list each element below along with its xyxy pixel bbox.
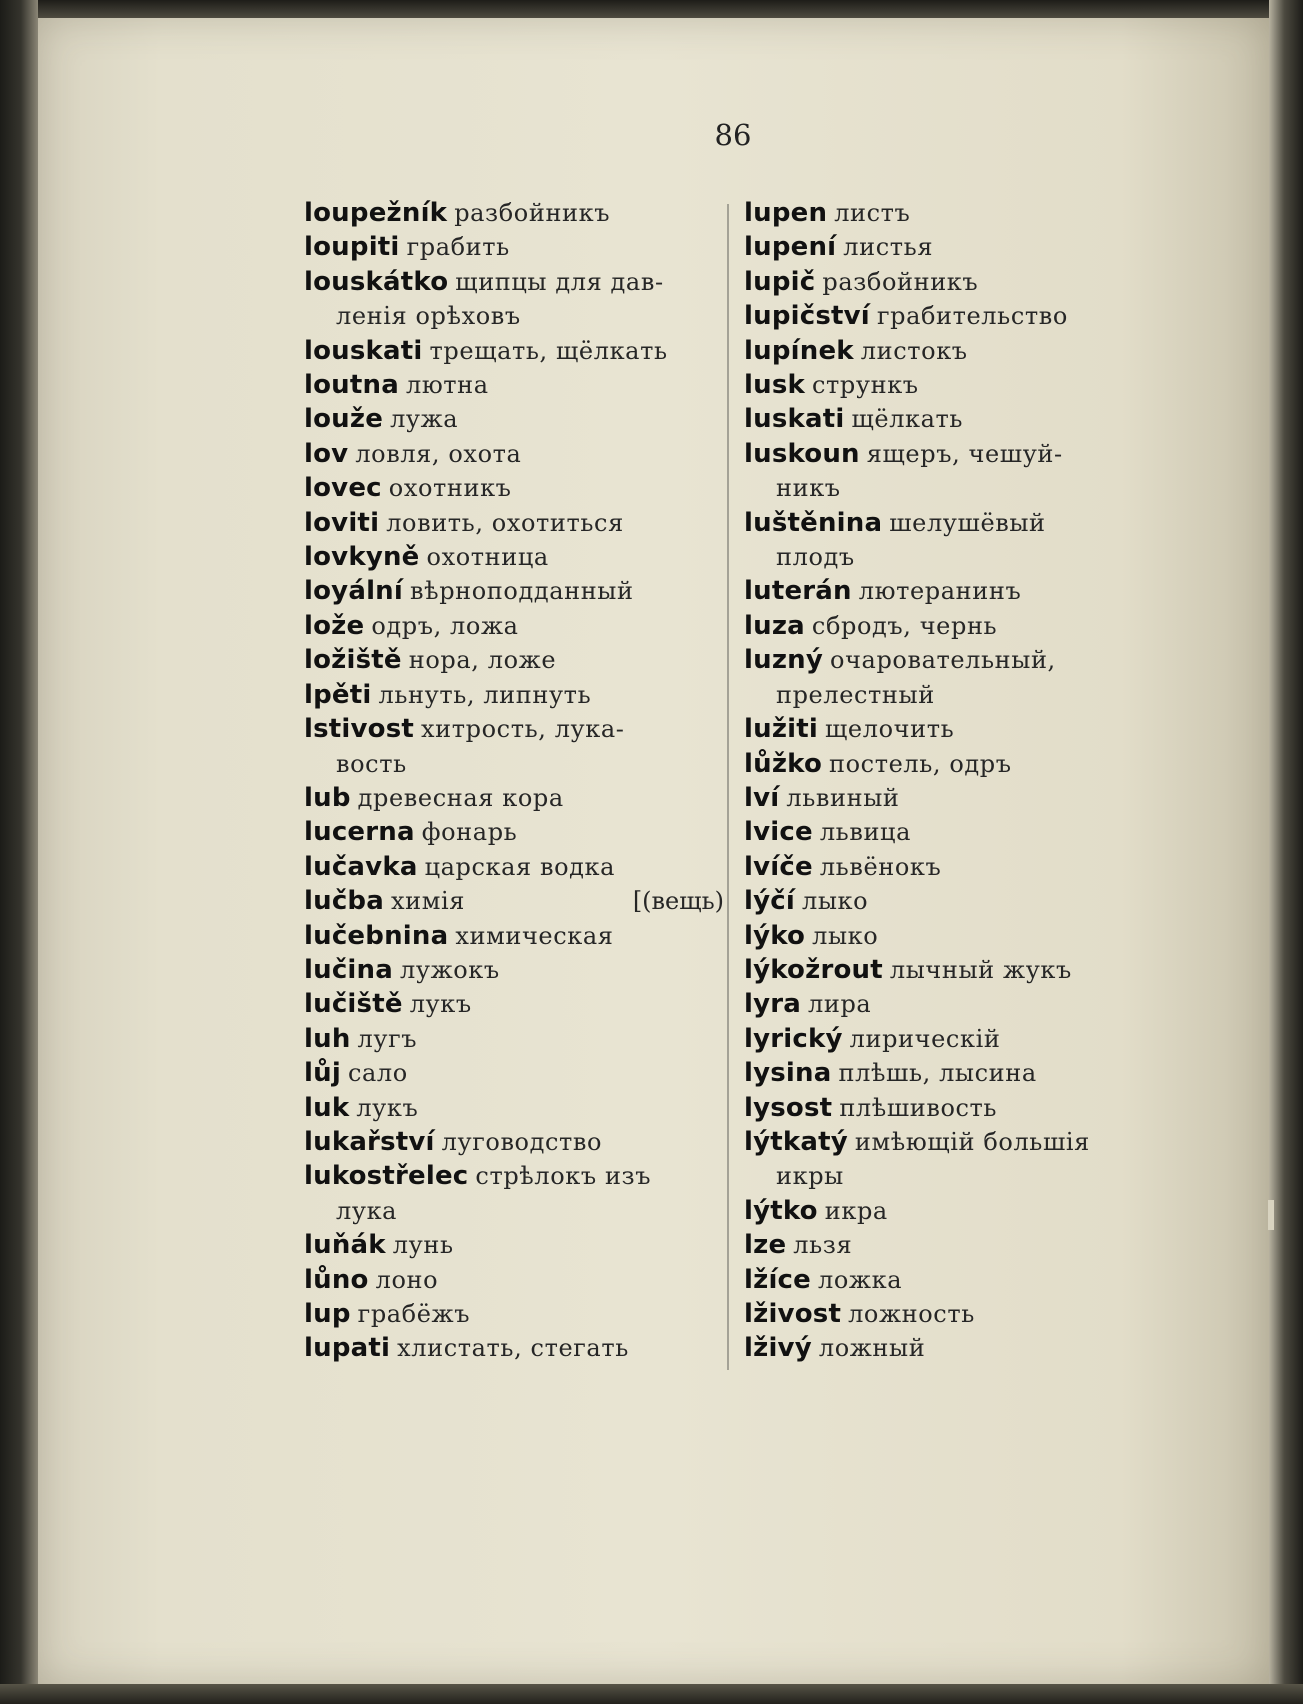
entry-translation: очаровательный, — [830, 646, 1056, 675]
dictionary-entry — [744, 712, 1164, 746]
entry-term: loutna — [304, 370, 399, 401]
entry-term: luterán — [744, 576, 852, 607]
entry-translation: ложка — [818, 1265, 903, 1294]
entry-translation: лютеранинъ — [858, 577, 1022, 606]
dictionary-entry — [744, 1297, 1164, 1331]
entry-term: lužiti — [744, 714, 819, 745]
entry-translation: щипцы для дав- — [455, 267, 664, 296]
dictionary-entry — [744, 1091, 1164, 1125]
entry-translation: древесная кора — [357, 783, 564, 812]
entry-translation: ловля, охота — [355, 439, 522, 468]
entry-term: lůžko — [744, 748, 823, 779]
dictionary-entry — [744, 1263, 1164, 1297]
dictionary-entry — [744, 781, 1164, 815]
dictionary-entry — [744, 1125, 1164, 1194]
entry-continuation: никъ — [776, 474, 841, 503]
dictionary-entry — [304, 265, 724, 334]
entry-translation: сбродъ, чернь — [811, 611, 998, 640]
entry-translation: лира — [808, 990, 872, 1019]
entry-term: luskati — [744, 404, 845, 435]
entry-term: lukostřelec — [304, 1161, 469, 1192]
entry-term: lucerna — [304, 817, 415, 848]
entry-translation: шелушёвый — [889, 508, 1046, 537]
entry-term: lžíce — [744, 1264, 812, 1295]
dictionary-entry — [304, 884, 724, 918]
dictionary-entry — [304, 1056, 724, 1090]
entry-term: lupen — [744, 198, 828, 228]
entry-translation: охотница — [426, 543, 549, 572]
dictionary-entry — [744, 1194, 1164, 1228]
entry-translation: льзя — [793, 1231, 853, 1260]
entry-term: lup — [304, 1299, 351, 1329]
entry-term: lučebnina — [304, 920, 449, 951]
entry-note: [(вещь) — [632, 887, 724, 916]
dictionary-entry — [744, 643, 1164, 712]
dictionary-entry — [304, 712, 724, 781]
entry-term: lživý — [744, 1333, 812, 1364]
entry-translation: лычный жукъ — [889, 955, 1072, 984]
dictionary-entry — [304, 1091, 724, 1125]
entry-term: lupínek — [744, 335, 854, 366]
dictionary-entry — [304, 506, 724, 540]
entry-term: lupičství — [744, 301, 870, 332]
entry-translation: ловить, охотиться — [386, 508, 624, 537]
entry-term: lukařství — [304, 1126, 435, 1157]
dictionary-entry — [304, 368, 724, 402]
dictionary-entry — [744, 437, 1164, 506]
entry-translation: хитрость, лука- — [421, 715, 625, 744]
entry-term: lysost — [744, 1092, 833, 1123]
entry-translation: львиный — [786, 783, 900, 812]
entry-translation: царская водка — [424, 852, 616, 881]
dictionary-entry — [744, 368, 1164, 402]
entry-term: lože — [304, 610, 365, 641]
dictionary-entry — [304, 1022, 724, 1056]
entry-translation: льнуть, липнуть — [378, 680, 592, 709]
entry-term: luzný — [744, 645, 824, 676]
entry-continuation: ленія орѣховъ — [336, 302, 521, 331]
entry-translation: лыко — [812, 921, 879, 950]
entry-term: lůj — [304, 1058, 341, 1089]
book-page — [38, 18, 1269, 1684]
left-column — [304, 196, 724, 1366]
dictionary-entry — [744, 574, 1164, 608]
entry-term: lýkožrout — [744, 954, 883, 985]
entry-term: lovec — [304, 473, 382, 504]
entry-term: loupiti — [304, 232, 400, 263]
entry-term: lyrický — [744, 1023, 843, 1054]
entry-term: luňák — [304, 1230, 386, 1261]
dictionary-entry — [304, 230, 724, 264]
entry-term: luh — [304, 1023, 351, 1054]
entry-translation: лютна — [405, 371, 489, 400]
dictionary-entry — [744, 919, 1164, 953]
dictionary-entry — [304, 471, 724, 505]
entry-term: lyra — [744, 989, 802, 1020]
entry-translation: луговодство — [441, 1127, 603, 1156]
right-column — [744, 196, 1164, 1366]
entry-translation: имѣющій большія — [854, 1127, 1090, 1156]
dictionary-entry — [304, 1125, 724, 1159]
entry-term: lvíče — [744, 851, 813, 882]
dictionary-entry — [304, 850, 724, 884]
entry-translation: ящеръ, чешуй- — [866, 439, 1063, 468]
entry-translation: стрункъ — [812, 371, 919, 400]
entry-term: lstivost — [304, 714, 415, 745]
dictionary-entry — [304, 678, 724, 712]
entry-translation: химическая — [455, 921, 614, 950]
dictionary-entry — [744, 884, 1164, 918]
dictionary-entry — [744, 747, 1164, 781]
entry-term: lživost — [744, 1299, 842, 1329]
dictionary-entry — [744, 1331, 1164, 1365]
entry-translation: листья — [843, 233, 934, 262]
dictionary-entry — [304, 953, 724, 987]
entry-term: lýtko — [744, 1195, 818, 1226]
dictionary-entry — [304, 402, 724, 436]
entry-translation: грабёжъ — [357, 1300, 471, 1328]
dictionary-entry — [744, 402, 1164, 436]
entry-term: lupič — [744, 266, 816, 297]
entry-term: ložiště — [304, 645, 402, 676]
entry-translation: листъ — [834, 199, 911, 227]
scan-bottom-edge — [0, 1684, 1303, 1704]
entry-translation: лунь — [392, 1231, 454, 1260]
page-number: 86 — [714, 118, 752, 152]
entry-term: lvice — [744, 817, 813, 848]
entry-term: luk — [304, 1092, 350, 1123]
dictionary-entry — [744, 299, 1164, 333]
dictionary-entry — [744, 815, 1164, 849]
dictionary-entry — [744, 850, 1164, 884]
dictionary-entry — [304, 574, 724, 608]
entry-term: luskoun — [744, 438, 860, 469]
dictionary-entry — [304, 1159, 724, 1228]
entry-term: lýtkatý — [744, 1126, 848, 1157]
dictionary-entry — [304, 334, 724, 368]
dictionary-entry — [744, 265, 1164, 299]
entry-term: lučina — [304, 954, 394, 985]
entry-translation: львёнокъ — [819, 852, 942, 881]
entry-translation: лукъ — [356, 1093, 419, 1122]
entry-term: loupežník — [304, 198, 448, 228]
entry-term: lýčí — [744, 886, 795, 917]
dictionary-entry — [304, 1228, 724, 1262]
entry-term: loyální — [304, 576, 404, 607]
entry-translation: нора, ложе — [408, 646, 557, 675]
dictionary-entry — [304, 1297, 724, 1331]
entry-translation: ложный — [818, 1334, 926, 1363]
dictionary-entry — [304, 781, 724, 815]
entry-term: lupení — [744, 232, 837, 263]
dictionary-entry — [304, 1263, 724, 1297]
entry-translation: постель, одръ — [829, 749, 1012, 778]
entry-term: lučavka — [304, 851, 418, 882]
dictionary-entry — [304, 540, 724, 574]
entry-continuation: прелестный — [776, 680, 935, 709]
entry-term: lpěti — [304, 679, 372, 710]
entry-translation: ложность — [848, 1300, 975, 1328]
entry-translation: львица — [819, 818, 911, 847]
entry-translation: лугъ — [357, 1024, 418, 1053]
dictionary-entry — [744, 953, 1164, 987]
entry-term: louskati — [304, 335, 423, 366]
entry-translation: разбойникъ — [454, 199, 611, 227]
entry-translation: икра — [824, 1196, 888, 1225]
dictionary-entry — [744, 1056, 1164, 1090]
dictionary-entry — [744, 987, 1164, 1021]
entry-term: loviti — [304, 507, 380, 538]
column-divider — [727, 204, 729, 1370]
entry-translation: сало — [347, 1059, 408, 1088]
dictionary-entry — [304, 437, 724, 471]
dictionary-entry — [744, 334, 1164, 368]
entry-translation: разбойникъ — [822, 267, 979, 296]
entry-term: luštěnina — [744, 507, 883, 538]
entry-translation: лоно — [375, 1265, 439, 1294]
entry-term: louskátko — [304, 266, 449, 297]
entry-translation: трещать, щёлкать — [429, 336, 668, 365]
entry-term: lovkyně — [304, 542, 420, 573]
entry-translation: плѣшь, лысина — [838, 1059, 1037, 1088]
dictionary-entry — [744, 230, 1164, 264]
entry-term: lub — [304, 782, 351, 813]
entry-translation: щелочить — [825, 715, 955, 744]
scan-left-edge — [0, 0, 38, 1704]
entry-translation: лужокъ — [400, 955, 500, 984]
entry-translation: лирическій — [849, 1024, 1001, 1053]
entry-term: lůno — [304, 1264, 369, 1295]
entry-translation: грабительство — [876, 302, 1068, 331]
dictionary-entry — [304, 609, 724, 643]
entry-term: luza — [744, 610, 805, 641]
entry-translation: охотникъ — [388, 474, 512, 503]
entry-translation: стрѣлокъ изъ — [475, 1162, 652, 1191]
entry-term: lučiště — [304, 989, 403, 1020]
entry-term: lví — [744, 782, 780, 813]
entry-translation: вѣрноподданный — [410, 577, 634, 606]
dictionary-entry — [304, 643, 724, 677]
entry-term: lučba — [304, 886, 384, 917]
entry-translation: щёлкать — [851, 405, 964, 434]
entry-continuation: икры — [776, 1162, 844, 1191]
page-edge-mark — [1268, 1200, 1274, 1230]
entry-translation: одръ, ложа — [371, 611, 519, 640]
entry-translation: лукъ — [409, 990, 472, 1019]
dictionary-entry — [744, 1022, 1164, 1056]
entry-translation: химія — [391, 887, 466, 916]
dictionary-entry — [304, 815, 724, 849]
dictionary-entry — [744, 1228, 1164, 1262]
scan-right-edge — [1269, 0, 1303, 1704]
entry-term: lupati — [304, 1333, 391, 1364]
entry-term: louže — [304, 404, 384, 435]
entry-translation: лужа — [390, 405, 459, 434]
dictionary-entry — [304, 196, 724, 230]
entry-translation: плѣшивость — [839, 1093, 998, 1122]
entry-term: lysina — [744, 1058, 832, 1089]
entry-translation: хлистать, стегать — [397, 1334, 629, 1363]
dictionary-entry — [304, 987, 724, 1021]
dictionary-entry — [304, 919, 724, 953]
entry-translation: фонарь — [421, 818, 518, 847]
entry-translation: грабить — [406, 233, 510, 262]
entry-term: lov — [304, 438, 349, 469]
entry-term: lýko — [744, 920, 806, 951]
entry-continuation: плодъ — [776, 543, 855, 572]
dictionary-entry — [744, 506, 1164, 575]
entry-term: lze — [744, 1230, 787, 1261]
dictionary-entry — [744, 609, 1164, 643]
entry-term: lusk — [744, 370, 805, 401]
dictionary-entry — [304, 1331, 724, 1365]
dictionary-entry — [744, 196, 1164, 230]
entry-translation: лыко — [802, 887, 869, 916]
entry-continuation: лука — [336, 1196, 398, 1225]
entry-continuation: вость — [336, 749, 407, 778]
entry-translation: листокъ — [860, 336, 968, 365]
